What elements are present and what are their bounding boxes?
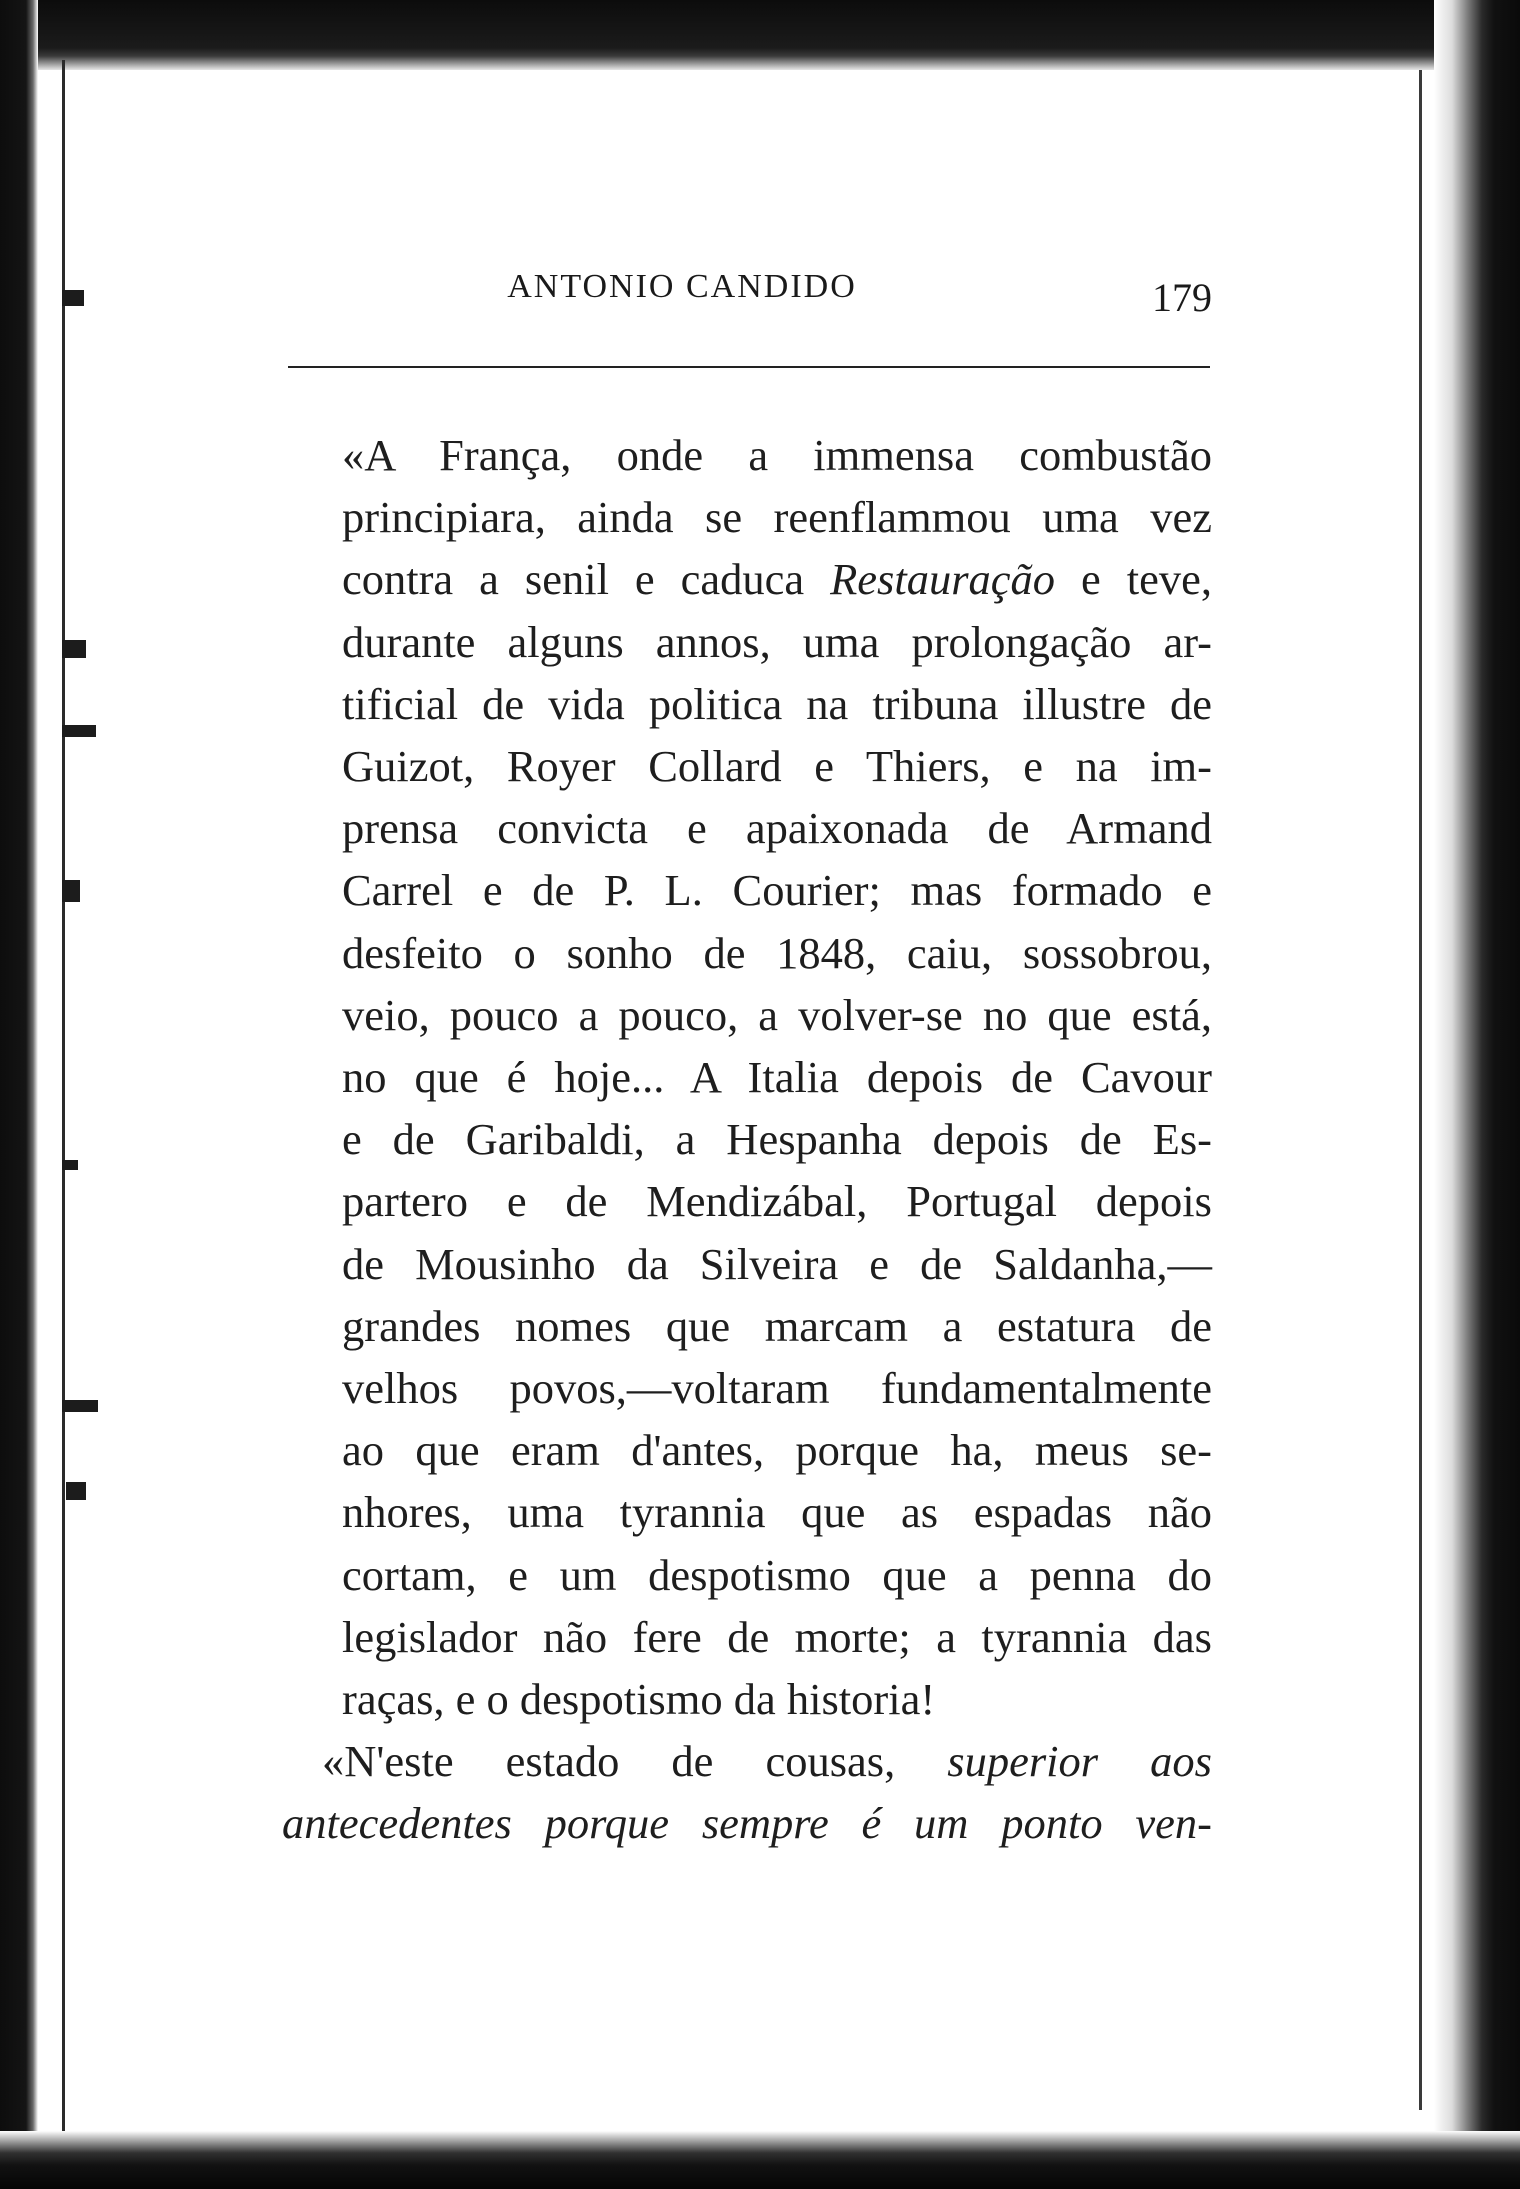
text-line: principiara, ainda se reenflammou uma vez xyxy=(342,492,1212,543)
scan-mark xyxy=(66,1482,86,1500)
text-line: nhores, uma tyrannia que as espadas não xyxy=(342,1487,1212,1538)
text-line: de Mousinho da Silveira e de Saldanha,— xyxy=(342,1238,1212,1289)
body-text xyxy=(282,424,1212,1855)
paragraph xyxy=(282,424,1212,1730)
scan-mark xyxy=(62,290,84,306)
text-fragment: e teve, xyxy=(1055,554,1212,605)
scan-edge-left xyxy=(0,0,38,2189)
text-line xyxy=(282,548,1212,610)
text-line: e de Garibaldi, a Hespanha depois de Es- xyxy=(342,1114,1212,1165)
text-line: prensa convicta e apaixonada de Armand xyxy=(342,803,1212,854)
text-line: durante alguns annos, uma prolongação ar- xyxy=(342,616,1212,667)
paragraph xyxy=(282,1730,1212,1854)
scan-mark xyxy=(62,880,80,902)
running-head: ANTONIO CANDIDO xyxy=(507,268,857,305)
text-line: raças, e o despotismo da historia! xyxy=(342,1674,936,1725)
scan-mark xyxy=(62,1400,98,1412)
text-line: veio, pouco a pouco, a volver-se no que está, xyxy=(342,989,1212,1040)
scan-mark xyxy=(62,725,96,737)
page-header xyxy=(282,268,1212,332)
text-line: ao que eram d'antes, porque ha, meus se- xyxy=(342,1425,1212,1476)
text-line: tificial de vida politica na tribuna illustre de xyxy=(342,678,1212,729)
italic-fragment: superior aos xyxy=(947,1736,1212,1787)
text-line: Carrel e de P. L. Courier; mas formado e xyxy=(342,865,1212,916)
scan-edge-right xyxy=(1434,0,1520,2189)
italic-fragment: Restauração xyxy=(830,554,1056,605)
page-number: 179 xyxy=(1152,275,1212,320)
text-line: velhos povos,—voltaram fundamentalmente xyxy=(342,1363,1212,1414)
text-line: grandes nomes que marcam a estatura de xyxy=(342,1300,1212,1351)
scan-edge-right-line xyxy=(1419,70,1422,2110)
scan-mark xyxy=(62,640,86,658)
header-rule xyxy=(288,366,1210,368)
scan-edge-top xyxy=(0,0,1520,70)
text-fragment: «N'este estado de cousas, xyxy=(322,1736,948,1787)
text-line xyxy=(282,1730,1212,1792)
scan-edge-bottom xyxy=(0,2131,1520,2189)
scan-edge-left-line xyxy=(62,60,65,2160)
text-fragment: contra a senil e caduca xyxy=(342,554,831,605)
text-line: legislador não fere de morte; a tyrannia das xyxy=(342,1611,1212,1662)
text-line: no que é hoje... A Italia depois de Cavour xyxy=(342,1052,1212,1103)
text-line: «A França, onde a immensa combustão xyxy=(342,430,1212,480)
text-line: partero e de Mendizábal, Portugal depois xyxy=(342,1176,1212,1227)
text-line: cortam, e um despotismo que a penna do xyxy=(342,1549,1212,1600)
text-line: antecedentes porque sempre é um ponto ven- xyxy=(282,1798,1212,1849)
scan-mark xyxy=(62,1160,78,1170)
text-line: Guizot, Royer Collard e Thiers, e na im- xyxy=(342,741,1212,792)
text-line: desfeito o sonho de 1848, caiu, sossobrou, xyxy=(342,927,1212,978)
